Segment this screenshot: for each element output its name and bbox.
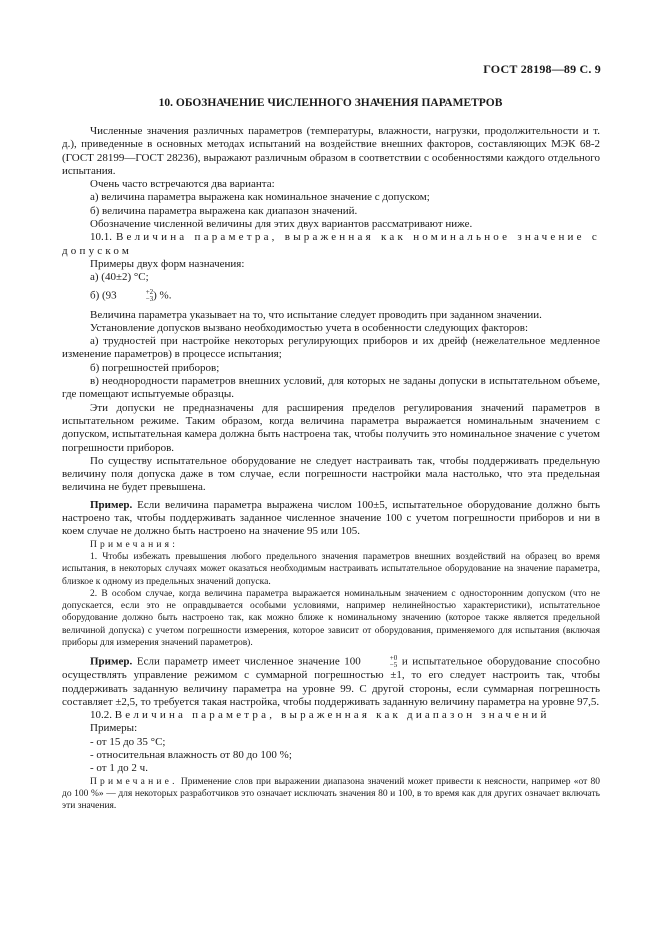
tolerance-fraction xyxy=(362,655,397,669)
paragraph: Обозначение численной величины для этих двух вариантов рассматривают ниже. xyxy=(90,218,473,231)
subsection-heading xyxy=(62,709,600,722)
paragraph: Эти допуски не предназначены для расширения пределов регулирования значений параметров в испытательном режиме. Таким образом, когда величина параметра выражается номинальным значением с допуском, испытательная камера должна быть настроена так, чтобы получить это номинальное значение с учетом погрешности приборов. xyxy=(62,401,600,454)
paragraph: По существу испытательное оборудование не следует настраивать так, чтобы поддерживать предельную величину поля допуска даже в том случае, если погрешности настройки мала настолько, что эта предельная величина не будет превышена. xyxy=(62,454,600,494)
range-item: - от 15 до 35 °С; xyxy=(90,735,166,748)
range-item: - относительная влажность от 80 до 100 %; xyxy=(90,749,292,762)
notes-block xyxy=(62,539,600,650)
example-b xyxy=(62,289,600,303)
subsection-title: Величина параметра, выраженная как диапазон значений xyxy=(114,709,550,722)
document-body xyxy=(62,125,600,813)
subsection-number: 10.1. xyxy=(90,231,112,244)
example-b-suffix: ) %. xyxy=(153,289,172,302)
page-header: ГОСТ 28198—89 С. 9 xyxy=(483,62,601,76)
subsection-heading xyxy=(62,231,600,258)
list-item: б) погрешностей приборов; xyxy=(90,361,220,374)
range-item: - от 1 до 2 ч. xyxy=(90,762,148,775)
note-item: 2. В особом случае, когда величина параметра выражается номинальным значением с односторонним допуском (что не допускается, если это не оправдывается особыми условиями, например нелинейностью характеристики), испытательное оборудование должно быть настроено так, как можно ближе к номинальному значению (которое также является предельной величиной допуска) с учетом погрешности измерения, которое зависит от оборудования, применяемого для испытания (включая приборы для измерения значений параметров). xyxy=(62,588,600,648)
example-label: Пример. xyxy=(90,655,133,668)
list-item: б) величина параметра выражена как диапазон значений. xyxy=(90,204,358,217)
note-label: Примечание. xyxy=(90,776,178,787)
final-note xyxy=(62,776,600,813)
tolerance-lower: −3 xyxy=(145,294,154,303)
tolerance-lower: −5 xyxy=(389,661,398,670)
paragraph: Численные значения различных параметров (температуры, влажности, нагрузки, продолжительности и т. д.), приведенные в основных методах испытаний на воздействие внешних факторов, составляющих МЭК 68-2 (ГОСТ 28199—ГОСТ 28236), выражают различным образом в соответствии с особенностями каждого отдельного испытания. xyxy=(62,125,600,177)
subsection-number: 10.2. xyxy=(90,709,112,722)
section-title: 10. ОБОЗНАЧЕНИЕ ЧИСЛЕННОГО ЗНАЧЕНИЯ ПАРАМЕТРОВ xyxy=(158,97,503,109)
list-item: а) трудностей при настройке некоторых регулирующих приборов и их дрейф (нежелательное медленное изменение параметров) в процессе испытания; xyxy=(62,335,600,361)
tolerance-fraction xyxy=(118,289,153,303)
example-text-suffix: и испытательное оборудование способно осуществлять управление режимом с суммарной погрешностью ±1, то его следует настроить так, чтобы поддерживать заданную величину параметра на уровне 99. С другой стороны, если суммарная погрешность составляет ±2,5, то требуется такая настройка, чтобы поддерживать заданную величину параметра на уровне 97,5. xyxy=(62,655,600,708)
subsection-title: Величина параметра, выраженная как номинальное значение с допуском xyxy=(62,231,600,257)
example-text: Если величина параметра выражена числом 100±5, испытательное оборудование должно быть настроено так, чтобы поддерживать заданное численное значение 100 с учетом погрешности приборов и ни в коем случае не должно быть настроено на значение 95 или 105. xyxy=(62,498,600,538)
example-text-prefix: Если параметр имеет численное значение 100 xyxy=(132,655,361,668)
example-paragraph xyxy=(62,655,600,709)
paragraph: Очень часто встречаются два варианта: xyxy=(90,178,275,191)
notes-label: Примечания: xyxy=(90,539,179,550)
paragraph: Примеры двух форм назначения: xyxy=(90,257,245,270)
note-text: Применение слов при выражении диапазона значений может привести к неясности, например «от 80 до 100 %» — для некоторых разработчиков это означает исключать значения 80 и 100, в то время как для других означает включать эти значения. xyxy=(62,776,600,812)
note-item: 1. Чтобы избежать превышения любого предельного значения параметров внешних воздействий на образец во время испытания, в некоторых случаях может оказаться необходимым настраивать испытательное оборудование на значение параметра, близкое к одному из предельных значений допуска. xyxy=(62,551,600,587)
example-a: а) (40±2) °С; xyxy=(90,271,149,284)
paragraph: Величина параметра указывает на то, что испытание следует проводить при заданном значении. xyxy=(90,308,542,321)
paragraph: Примеры: xyxy=(90,722,138,735)
tolerance-upper: +0 xyxy=(389,654,398,663)
tolerance-upper: +2 xyxy=(145,287,154,296)
example-label: Пример. xyxy=(90,498,133,511)
paragraph: Установление допусков вызвано необходимостью учета в особенности следующих факторов: xyxy=(90,321,529,334)
example-b-prefix: б) (93 xyxy=(90,289,117,302)
list-item: в) неоднородности параметров внешних условий, для которых не заданы допуски в испытательном объеме, где помещают испытуемые образцы. xyxy=(62,375,600,401)
list-item: а) величина параметра выражена как номинальное значение с допуском; xyxy=(90,191,430,204)
example-paragraph xyxy=(62,499,600,539)
